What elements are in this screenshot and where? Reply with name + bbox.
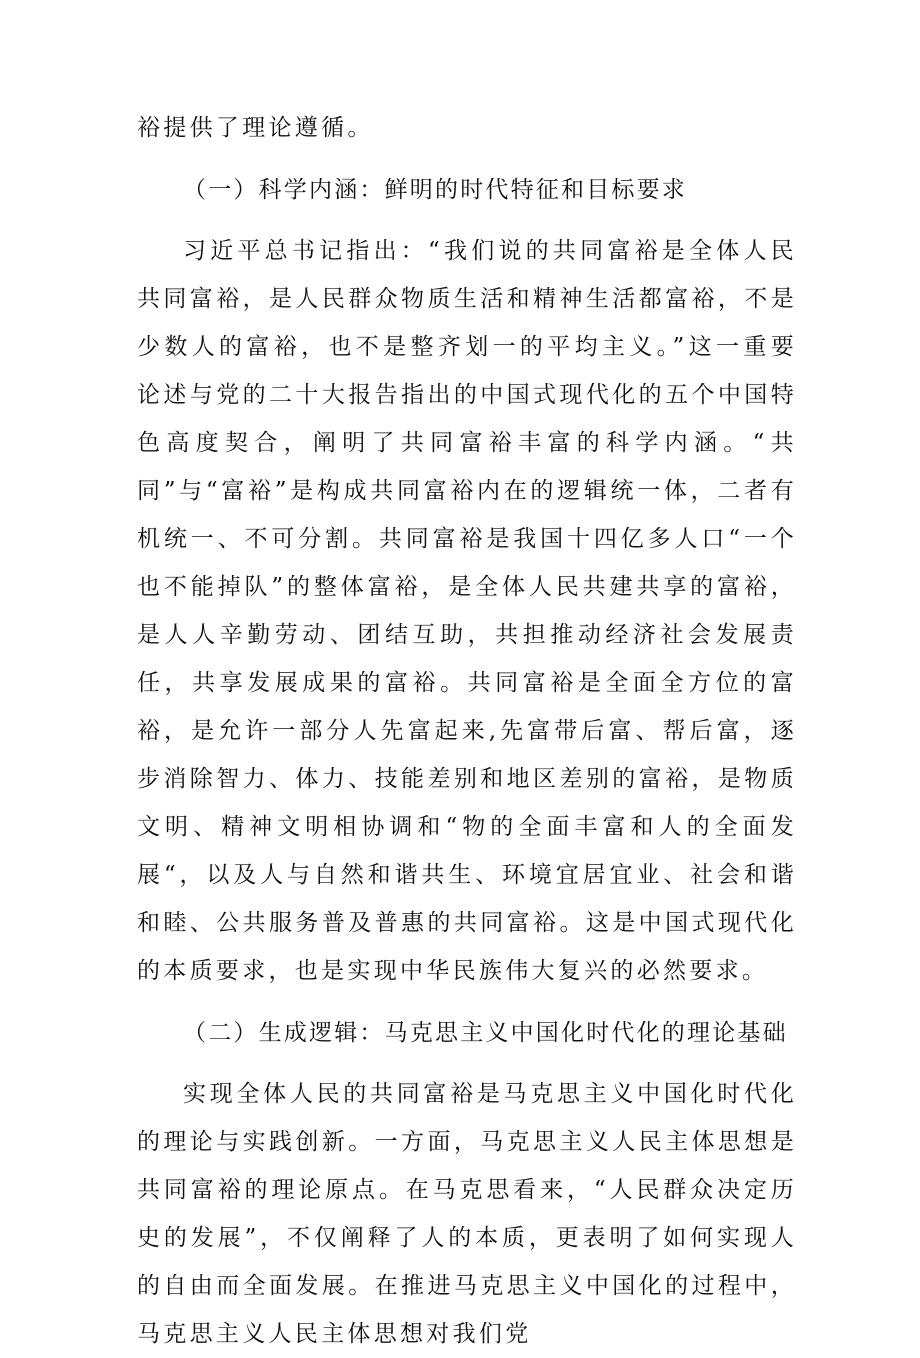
paragraph-scientific-connotation: 习近平总书记指出：“我们说的共同富裕是全体人民共同富裕，是人民群众物质生活和精神生活都富裕，不是少数人的富裕，也不是整齐划一的平均主义。”这一重要论述与党的二十大报告指出的中国式现代化的五个中国特色高度契合，阐明了共同富裕丰富的科学内涵。“共同”与“富裕”是构成共同富裕内在的逻辑统一体，二者有机统一、不可分割。共同富裕是我国十四亿多人口“一个也不能掉队”的整体富裕，是全体人民共建共享的富裕，是人人辛勤劳动、团结互助，共担推动经济社会发展责任，共享发展成果的富裕。共同富裕是全面全方位的富裕，是允许一部分人先富起来,先富带后富、帮后富，逐步消除智力、体力、技能差别和地区差别的富裕，是物质文明、精神文明相协调和“物的全面丰富和人的全面发展“，以及人与自然和谐共生、环境宜居宜业、社会和谐和睦、公共服务普及普惠的共同富裕。这是中国式现代化的本质要求，也是实现中华民族伟大复兴的必然要求。 — [137, 238, 797, 984]
section-heading-1: （一）科学内涵：鲜明的时代特征和目标要求 — [183, 177, 687, 203]
document-page — [137, 104, 797, 1358]
paragraph-generation-logic: 实现全体人民的共同富裕是马克思主义中国化时代化的理论与实践创新。一方面，马克思主义人民主体思想是共同富裕的理论原点。在马克思看来，“人民群众决定历史的发展”，不仅阐释了人的本质，更表明了如何实现人的自由而全面发展。在推进马克思主义中国化的过程中，马克思主义人民主体思想对我们党 — [137, 1081, 797, 1347]
section-heading-2: （二）生成逻辑：马克思主义中国化时代化的理论基础 — [183, 1020, 788, 1046]
paragraph-continuation: 裕提供了理论遵循。 — [137, 115, 374, 141]
